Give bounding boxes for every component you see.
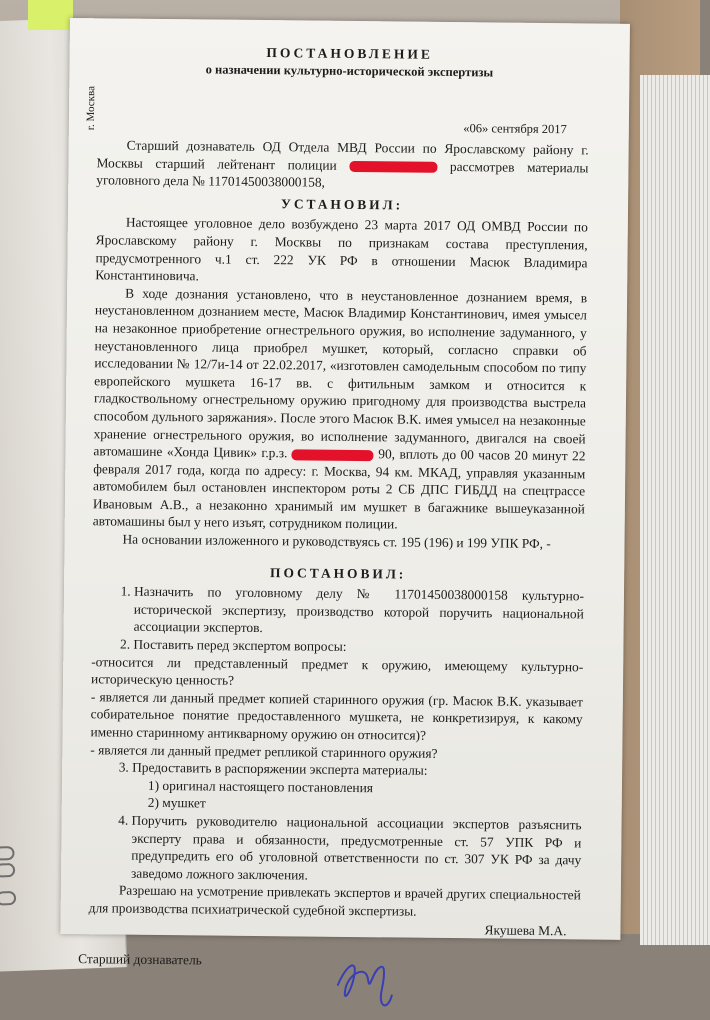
redaction-mark [292, 449, 374, 461]
intro-text-1: Старший дознаватель ОД Отдела МВД России по Ярославскому району г. Москвы старший лейтенант полиции [96, 137, 589, 173]
binder-ring [0, 846, 15, 861]
signature-block [78, 934, 581, 1019]
redaction-mark [349, 161, 437, 173]
item-text: Назначить по уголовному делу № 11701450038000158 культурно-исторической экспертизу, производство которой поручить национальной ассоциации экспертов. [133, 583, 585, 636]
findings-text-cont: 90, вплоть до 00 часов 20 минут 22 февраля 2017 года, когда по адресу: г. Москва, 94 км. МКАД, управляя указанным автомобилем был остановлен инспектором роты 2 СБ ДПС ГИБДД на спецтрассе Ивановым А.В., а незаконно хранимый им мушкет в багажнике вышеуказанной автомашины был у него изъят, сотрудником полиции. [92, 446, 586, 532]
binder-ring [0, 891, 16, 906]
item-text: Предоставить в распоряжении эксперта материалы: [132, 759, 428, 778]
intro-text-2: рассмотрев материалы уголовного дела № 11701450038000158, [96, 158, 589, 190]
permission-paragraph: Разрешаю на усмотрение привлекать экспертов и врачей других специальностей для производства психиатрической судебной экспертизы. [88, 882, 581, 919]
resolution-list-cont [89, 758, 582, 886]
list-item [134, 583, 585, 640]
material-2: 2) мушкет [147, 795, 206, 811]
handwritten-signature [328, 945, 419, 1016]
resolution-list [91, 583, 584, 659]
binder-ring [0, 863, 15, 878]
document-date: «06» сентября 2017 [463, 121, 567, 137]
document-title: ПОСТАНОВЛЕНИЕ [266, 45, 433, 62]
material-1: 1) оригинал настоящего постановления [147, 777, 374, 795]
document-subtitle: о назначении культурно-исторической экспертизы [205, 62, 494, 80]
established-heading: УСТАНОВИЛ: [280, 196, 404, 213]
document-body [78, 136, 589, 1019]
list-item [132, 759, 583, 816]
sticky-note-tab [28, 0, 73, 30]
paragraph-basis: На основании изложенного и руководствуясь ст. 195 (196) и 199 УПК РФ, - [122, 531, 551, 552]
paragraph-case: Настоящее уголовное дело возбуждено 23 марта 2017 ОД ОМВД России по Ярославскому району г. Москвы по признакам состава преступления, предусмотренного ч.1 ст. 222 УК РФ в отношении Масюк Владимира Константиновича. [95, 214, 588, 284]
signer-name: Якушева М.А. [484, 921, 567, 938]
intro-paragraph [96, 136, 589, 194]
question-2: - является ли данный предмет копией старинного оружия (гр. Масюк В.К. указывает собирательное понятие предоставленного мушкета, не конкретизируя, к какому именно старинному антикварному оружию он относится)? [90, 689, 583, 743]
question-1: -относится ли представленный предмет к оружию, имеющему культурно-историческую ценность? [91, 653, 584, 688]
document-page [60, 18, 630, 968]
item-text: Поставить перед экспертом вопросы: [133, 636, 347, 654]
item-text: Поручить руководителю национальной ассоциации экспертов разъяснить эксперту права и обязанности, предусмотренные ст. 57 УПК РФ и предупредить его об уголовной ответственности по ст. 307 УК РФ за дачу заведомо ложного заключения. [130, 812, 582, 883]
findings-text: В ходе дознания установлено, что в неустановленное дознанием время, в неустановленном дознанием месте, Масюк Владимир Константинович, имея умысел на незаконное приобретение огнестрельного оружия, во исполнение задуманного, у неустановленного лица приобрел мушкет, который, согласно справки об исследовании № 12/7и-14 от 22.02.2017, «изготовлен самодельным способом по типу европейского мушкета 16-17 вв. с фитильным замком и относится к гладкоствольному огнестрельному оружию пригодному для производства выстрела способом дульного заряжания». После этого Масюк В.К. имея умысел на незаконные хранение огнестрельного оружия, во исполнение задуманного, двигался на своей автомашине «Хонда Цивик» г.р.з. [93, 285, 588, 461]
question-3: - является ли данный предмет репликой старинного оружия? [90, 741, 438, 761]
list-item [131, 812, 582, 887]
document-city: г. Москва [84, 85, 98, 131]
page-stack-edge [640, 75, 710, 945]
resolved-heading: ПОСТАНОВИЛ: [270, 564, 407, 582]
signer-title: Старший дознаватель [78, 951, 202, 968]
paragraph-findings [93, 284, 588, 535]
